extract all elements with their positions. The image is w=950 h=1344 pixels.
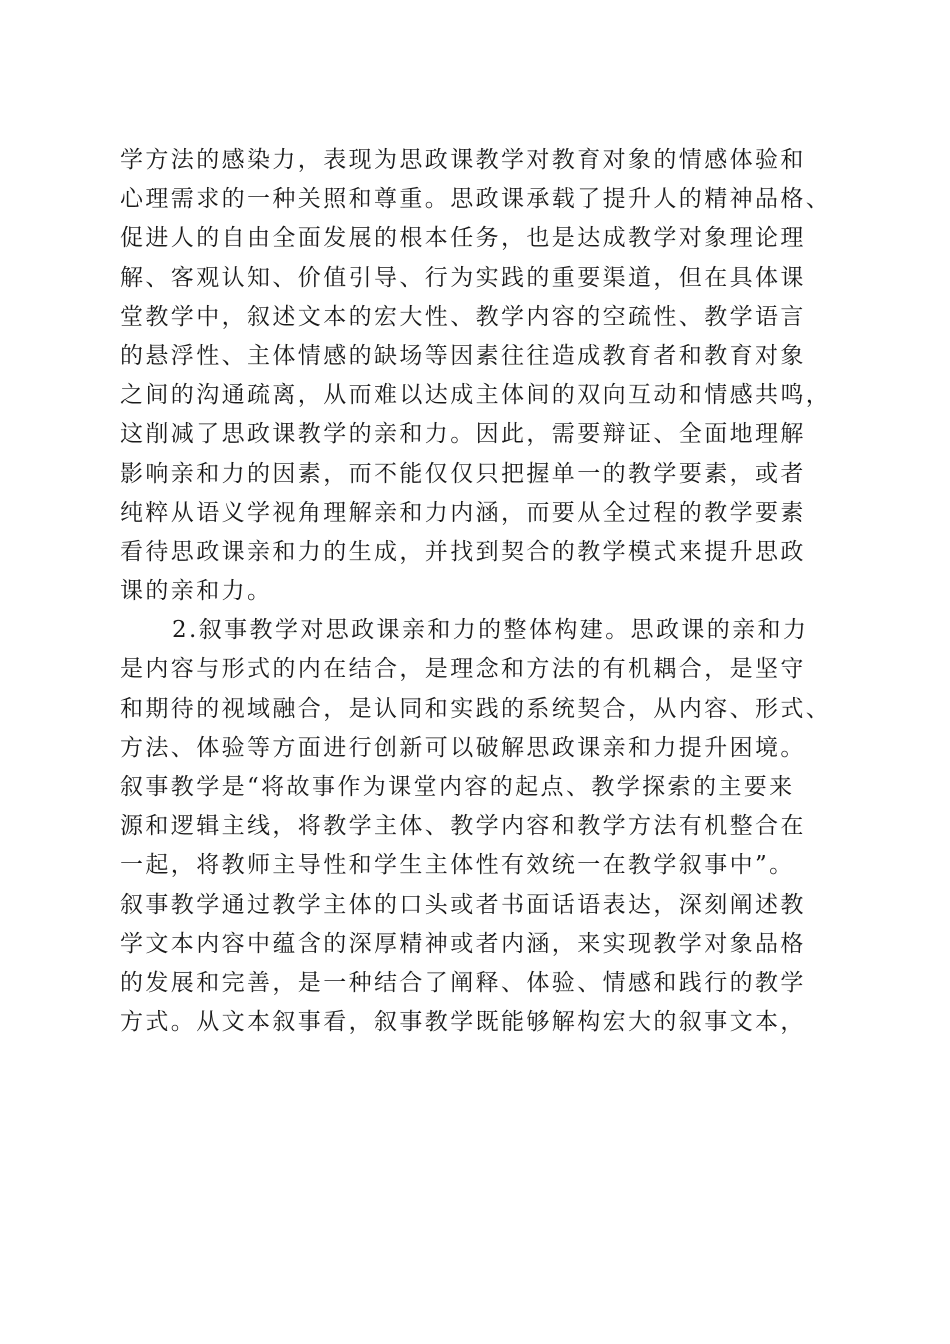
text-line: 方法、体验等方面进行创新可以破解思政课亲和力提升困境。 <box>120 734 806 761</box>
text-line: 心理需求的一种关照和尊重。思政课承载了提升人的精神品格、 <box>120 186 832 213</box>
document-body <box>120 141 850 1042</box>
text-line: 影响亲和力的因素，而不能仅仅只把握单一的教学要素，或者 <box>120 460 806 487</box>
text-line: 叙事教学是“将故事作为课堂内容的起点、教学探索的主要来 <box>120 774 795 800</box>
text-line: 学文本内容中蕴含的深厚精神或者内涵，来实现教学对象品格 <box>120 930 806 957</box>
text-line: 促进人的自由全面发展的根本任务，也是达成教学对象理论理 <box>120 225 806 252</box>
paragraph-2 <box>120 611 850 1042</box>
text-line: 课的亲和力。 <box>120 578 273 605</box>
text-line: 这削减了思政课教学的亲和力。因此，需要辩证、全面地理解 <box>120 421 806 448</box>
text-line: 的悬浮性、主体情感的缺场等因素往往造成教育者和教育对象 <box>120 342 806 369</box>
text-line: 一起，将教师主导性和学生主体性有效统一在教学叙事中”。 <box>120 852 795 879</box>
text-line: 源和逻辑主线，将教学主体、教学内容和教学方法有机整合在 <box>120 813 806 840</box>
text-line: 方式。从文本叙事看，叙事教学既能够解构宏大的叙事文本， <box>120 1009 806 1036</box>
text-line: 和期待的视域融合，是认同和实践的系统契合，从内容、形式、 <box>120 695 832 722</box>
text-line: 解、客观认知、价值引导、行为实践的重要渠道，但在具体课 <box>120 264 806 291</box>
text-line: 的发展和完善，是一种结合了阐释、体验、情感和践行的教学 <box>120 969 806 996</box>
section-heading-line: 2.叙事教学对思政课亲和力的整体构建。思政课的亲和力 <box>172 617 809 644</box>
text-line: 纯粹从语义学视角理解亲和力内涵，而要从全过程的教学要素 <box>120 499 806 526</box>
text-line: 叙事教学通过教学主体的口头或者书面话语表达，深刻阐述教 <box>120 891 806 918</box>
text-line: 学方法的感染力，表现为思政课教学对教育对象的情感体验和 <box>120 147 806 173</box>
text-line: 是内容与形式的内在结合，是理念和方法的有机耦合，是坚守 <box>120 656 806 683</box>
text-line: 看待思政课亲和力的生成，并找到契合的教学模式来提升思政 <box>120 538 806 565</box>
text-line: 堂教学中，叙述文本的宏大性、教学内容的空疏性、教学语言 <box>120 303 806 330</box>
text-line: 之间的沟通疏离，从而难以达成主体间的双向互动和情感共鸣， <box>120 382 832 409</box>
paragraph-1 <box>120 141 850 611</box>
